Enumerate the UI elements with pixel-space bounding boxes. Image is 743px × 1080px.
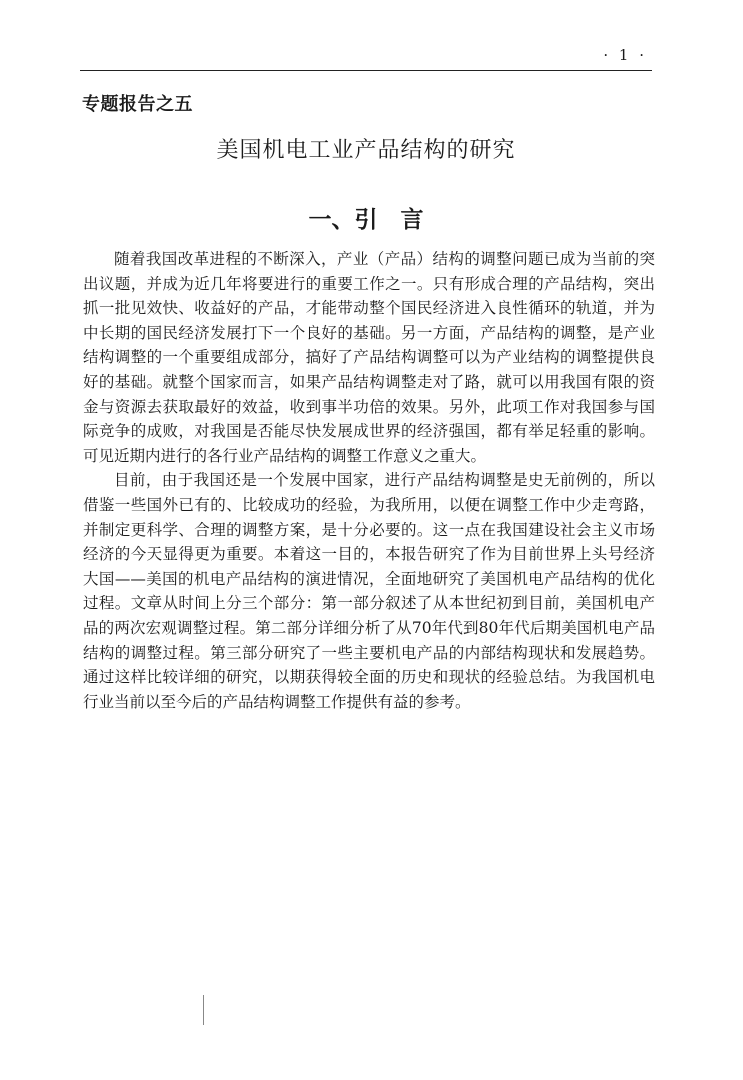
margin-mark — [203, 995, 204, 1025]
header-rule — [80, 70, 652, 71]
page-number: · 1 · — [603, 46, 647, 64]
report-title: 美国机电工业产品结构的研究 — [216, 138, 516, 163]
body-text — [83, 247, 655, 714]
series-label: 专题报告之五 — [82, 94, 193, 115]
paragraph-2: 目前，由于我国还是一个发展中国家，进行产品结构调整是史无前例的，所以借鉴一些国外已有的、比较成功的经验，为我所用，以便在调整工作中少走弯路，并制定更科学、合理的调整方案，是十分必要的。这一点在我国建设社会主义市场经济的今天显得更为重要。本着这一目的，本报告研究了作为目前世界上头号经济大国——美国的机电产品结构的演进情况，全面地研究了美国机电产品结构的优化过程。文章从时间上分三个部分：第一部分叙述了从本世纪初到目前，美国机电产品的两次宏观调整过程。第二部分详细分析了从70年代到80年代后期美国机电产品结构的调整过程。第三部分研究了一些主要机电产品的内部结构现状和发展趋势。通过这样比较详细的研究，以期获得较全面的历史和现状的经验总结。为我国机电行业当前以至今后的产品结构调整工作提供有益的参考。 — [83, 471, 655, 711]
section-heading: 一、引 言 — [308, 207, 424, 233]
paragraph-1: 随着我国改革进程的不断深入，产业（产品）结构的调整问题已成为当前的突出议题，并成为近几年将要进行的重要工作之一。只有形成合理的产品结构，突出抓一批见效快、收益好的产品，才能带动整个国民经济进入良性循环的轨道，并为中长期的国民经济发展打下一个良好的基础。另一方面，产品结构的调整，是产业结构调整的一个重要组成部分，搞好了产品结构调整可以为产业结构的调整提供良好的基础。就整个国家而言，如果产品结构调整走对了路，就可以用我国有限的资金与资源去获取最好的效益，收到事半功倍的效果。另外，此项工作对我国参与国际竞争的成败，对我国是否能尽快发展成世界的经济强国，都有举足轻重的影响。可见近期内进行的各行业产品结构的调整工作意义之重大。 — [83, 250, 655, 465]
